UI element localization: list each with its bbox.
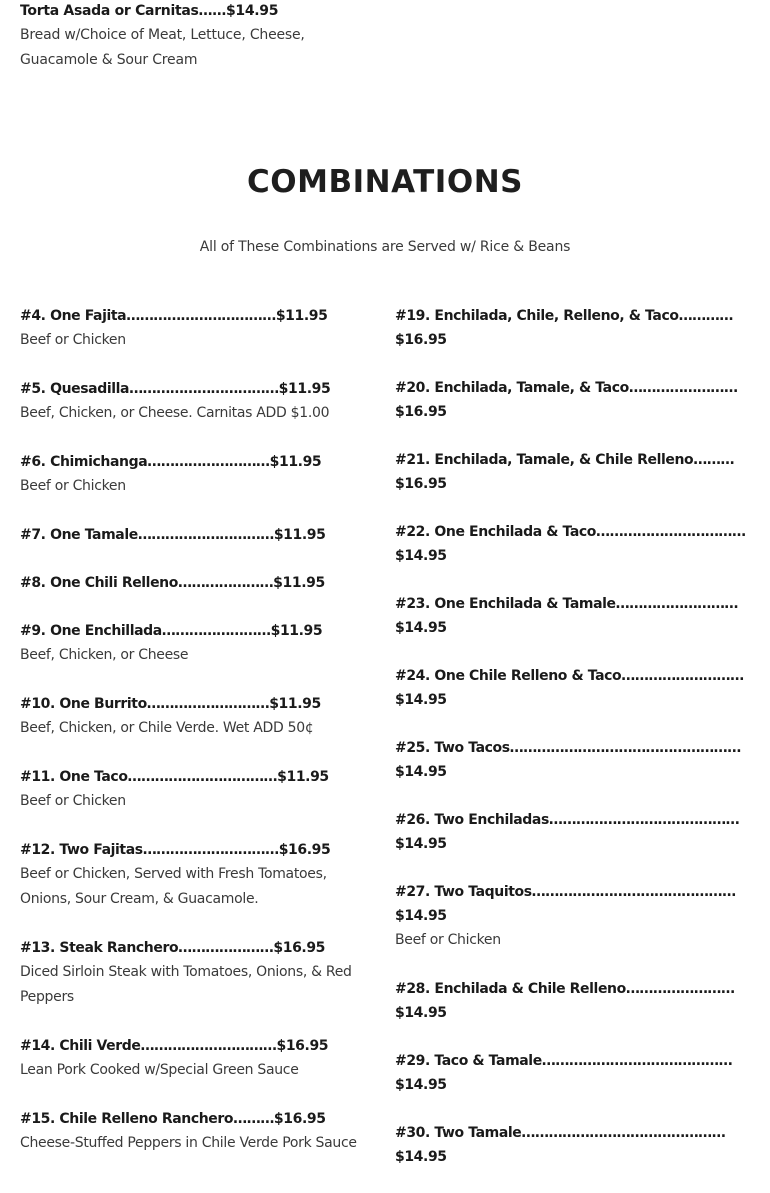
menu-item: [20, 450, 365, 499]
menu-item: [395, 977, 755, 1025]
menu-item: [20, 571, 365, 595]
item-title: #8. One Chili Relleno…………………$11.95: [20, 575, 325, 591]
item-title: #6. Chimichanga………………………$11.95: [20, 454, 322, 470]
menu-item: [395, 808, 755, 856]
item-title: #11. One Taco……………………………$11.95: [20, 769, 329, 785]
item-title: #27. Two Taquitos………………………………………$14.95: [395, 884, 736, 924]
menu-item: [20, 1034, 365, 1083]
menu-item: [20, 377, 365, 426]
item-title: #4. One Fajita……………………………$11.95: [20, 308, 328, 324]
menu-item: [20, 523, 365, 547]
item-title: #22. One Enchilada & Taco…………………………… $14.95: [395, 524, 746, 564]
menu-item: [395, 376, 755, 424]
item-title: #21. Enchilada, Tamale, & Chile Relleno………$16.95: [395, 452, 735, 492]
menu-item: [395, 304, 755, 352]
menu-item-torta: [20, 0, 320, 73]
item-description: Beef, Chicken, or Chile Verde. Wet ADD 50¢: [20, 720, 314, 736]
item-description: Beef or Chicken: [20, 478, 126, 494]
menu-item: [395, 1121, 755, 1169]
section-heading: COMBINATIONS: [247, 164, 523, 200]
item-title: #15. Chile Relleno Ranchero………$16.95: [20, 1111, 326, 1127]
menu-item: [395, 1049, 755, 1097]
item-title: #12. Two Fajitas…………………………$16.95: [20, 842, 331, 858]
menu-item: [395, 736, 755, 784]
item-description: Beef or Chicken: [20, 332, 126, 348]
menu-item: [20, 936, 365, 1010]
menu-item: [395, 592, 755, 640]
item-title: #14. Chili Verde…………………………$16.95: [20, 1038, 329, 1054]
item-title: #20. Enchilada, Tamale, & Taco……………………$16.95: [395, 380, 738, 420]
item-title: #26. Two Enchiladas……………………………………$14.95: [395, 812, 740, 852]
menu-item: [20, 838, 365, 912]
item-description: Beef, Chicken, or Cheese. Carnitas ADD $1.00: [20, 405, 330, 421]
item-description: Beef, Chicken, or Cheese: [20, 647, 189, 663]
item-description: Beef or Chicken, Served with Fresh Tomatoes, Onions, Sour Cream, & Guacamole.: [20, 866, 327, 907]
menu-item: [20, 692, 365, 741]
menu-item: [395, 448, 755, 496]
left-menu-column: [20, 304, 365, 1180]
menu-item: [20, 1107, 365, 1156]
menu-item: [395, 664, 755, 712]
item-description: Bread w/Choice of Meat, Lettuce, Cheese, Guacamole & Sour Cream: [20, 27, 305, 68]
item-title: #9. One Enchillada……………………$11.95: [20, 623, 323, 639]
item-title: #25. Two Tacos……………………………………………$14.95: [395, 740, 741, 780]
item-title: #30. Two Tamale………………………………………$14.95: [395, 1125, 726, 1165]
menu-item: [20, 765, 365, 814]
right-menu-column: [395, 304, 755, 1193]
section-subheading: All of These Combinations are Served w/ Rice & Beans: [199, 239, 571, 255]
item-title: #10. One Burrito………………………$11.95: [20, 696, 321, 712]
item-title: #29. Taco & Tamale……………………………………$14.95: [395, 1053, 733, 1093]
item-description: Cheese-Stuffed Peppers in Chile Verde Pork Sauce: [20, 1135, 357, 1151]
item-title: #24. One Chile Relleno & Taco………………………$14.95: [395, 668, 744, 708]
item-title: #13. Steak Ranchero…………………$16.95: [20, 940, 326, 956]
menu-item: [395, 880, 755, 953]
item-title: #19. Enchilada, Chile, Relleno, & Taco…………$16.95: [395, 308, 733, 348]
menu-item: [20, 619, 365, 668]
item-title: Torta Asada or Carnitas……$14.95: [20, 3, 279, 19]
menu-item: [395, 520, 755, 568]
item-title: #28. Enchilada & Chile Relleno……………………$14.95: [395, 981, 735, 1021]
item-description: Lean Pork Cooked w/Special Green Sauce: [20, 1062, 299, 1078]
item-description: Beef or Chicken: [20, 793, 126, 809]
item-title: #5. Quesadilla……………………………$11.95: [20, 381, 331, 397]
item-description: Beef or Chicken: [395, 932, 501, 948]
menu-item: [20, 304, 365, 353]
item-title: #23. One Enchilada & Tamale………………………$14.95: [395, 596, 739, 636]
item-title: #7. One Tamale…………………………$11.95: [20, 527, 326, 543]
item-description: Diced Sirloin Steak with Tomatoes, Onions, & Red Peppers: [20, 964, 352, 1005]
